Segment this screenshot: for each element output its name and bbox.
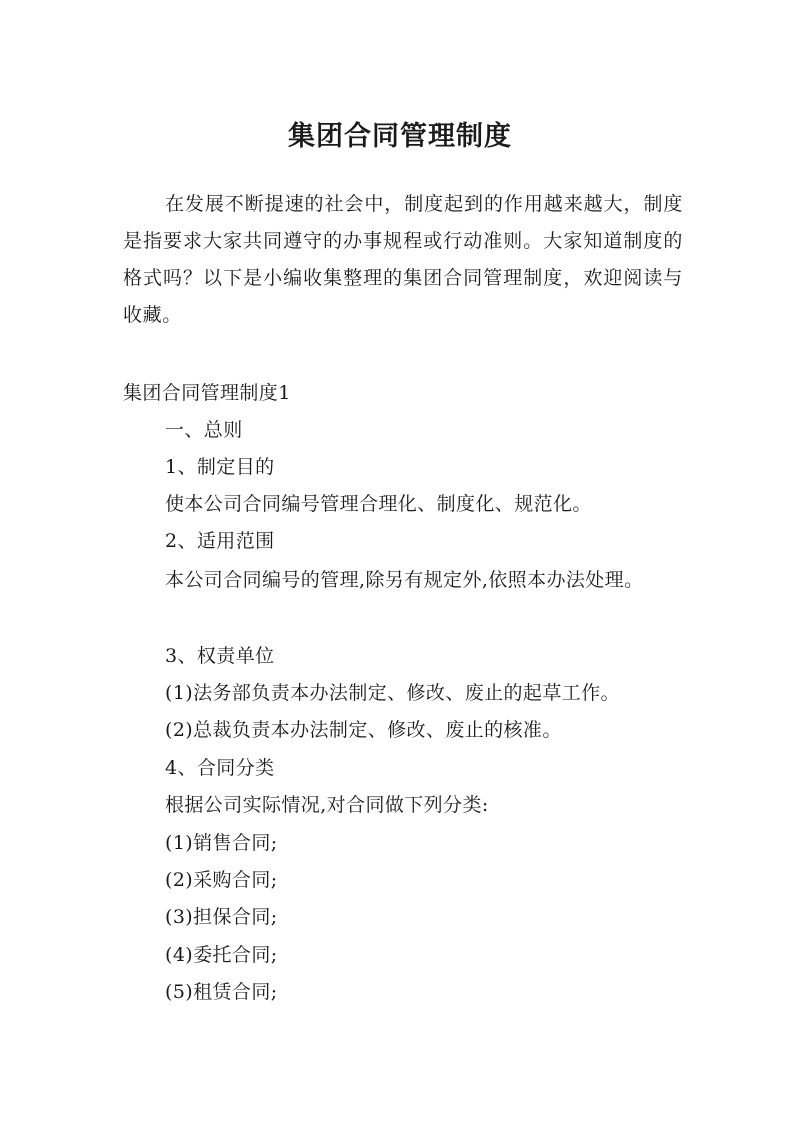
classification-heading: 4、合同分类 [165,757,275,779]
responsibility-item-2: (2)总裁负责本办法制定、修改、废止的核准。 [165,719,562,741]
section-heading: 集团合同管理制度1 [123,382,291,404]
scope-heading: 2、适用范围 [165,530,275,552]
purpose-heading: 1、制定目的 [165,456,275,478]
document-title: 集团合同管理制度 [288,121,512,153]
intro-paragraph: 在发展不断提速的社会中，制度起到的作用越来越大，制度是指要求大家共同遵守的办事规程或行动准则。大家知道制度的格式吗？以下是小编收集整理的集团合同管理制度，欢迎阅读与收藏。 [123,193,683,326]
classification-item-2: (2)采购合同; [165,869,278,891]
scope-text: 本公司合同编号的管理,除另有规定外,依照本办法处理。 [165,569,644,591]
classification-item-3: (3)担保合同; [165,906,278,928]
classification-text: 根据公司实际情况,对合同做下列分类: [165,794,489,816]
classification-item-5: (5)租赁合同; [165,981,278,1003]
classification-item-4: (4)委托合同; [165,944,278,966]
responsibility-item-1: (1)法务部负责本办法制定、修改、废止的起草工作。 [165,682,620,704]
purpose-text: 使本公司合同编号管理合理化、制度化、规范化。 [165,493,592,515]
general-provisions-heading: 一、总则 [165,419,243,441]
responsibility-heading: 3、权责单位 [165,645,275,667]
classification-item-1: (1)销售合同; [165,832,278,854]
